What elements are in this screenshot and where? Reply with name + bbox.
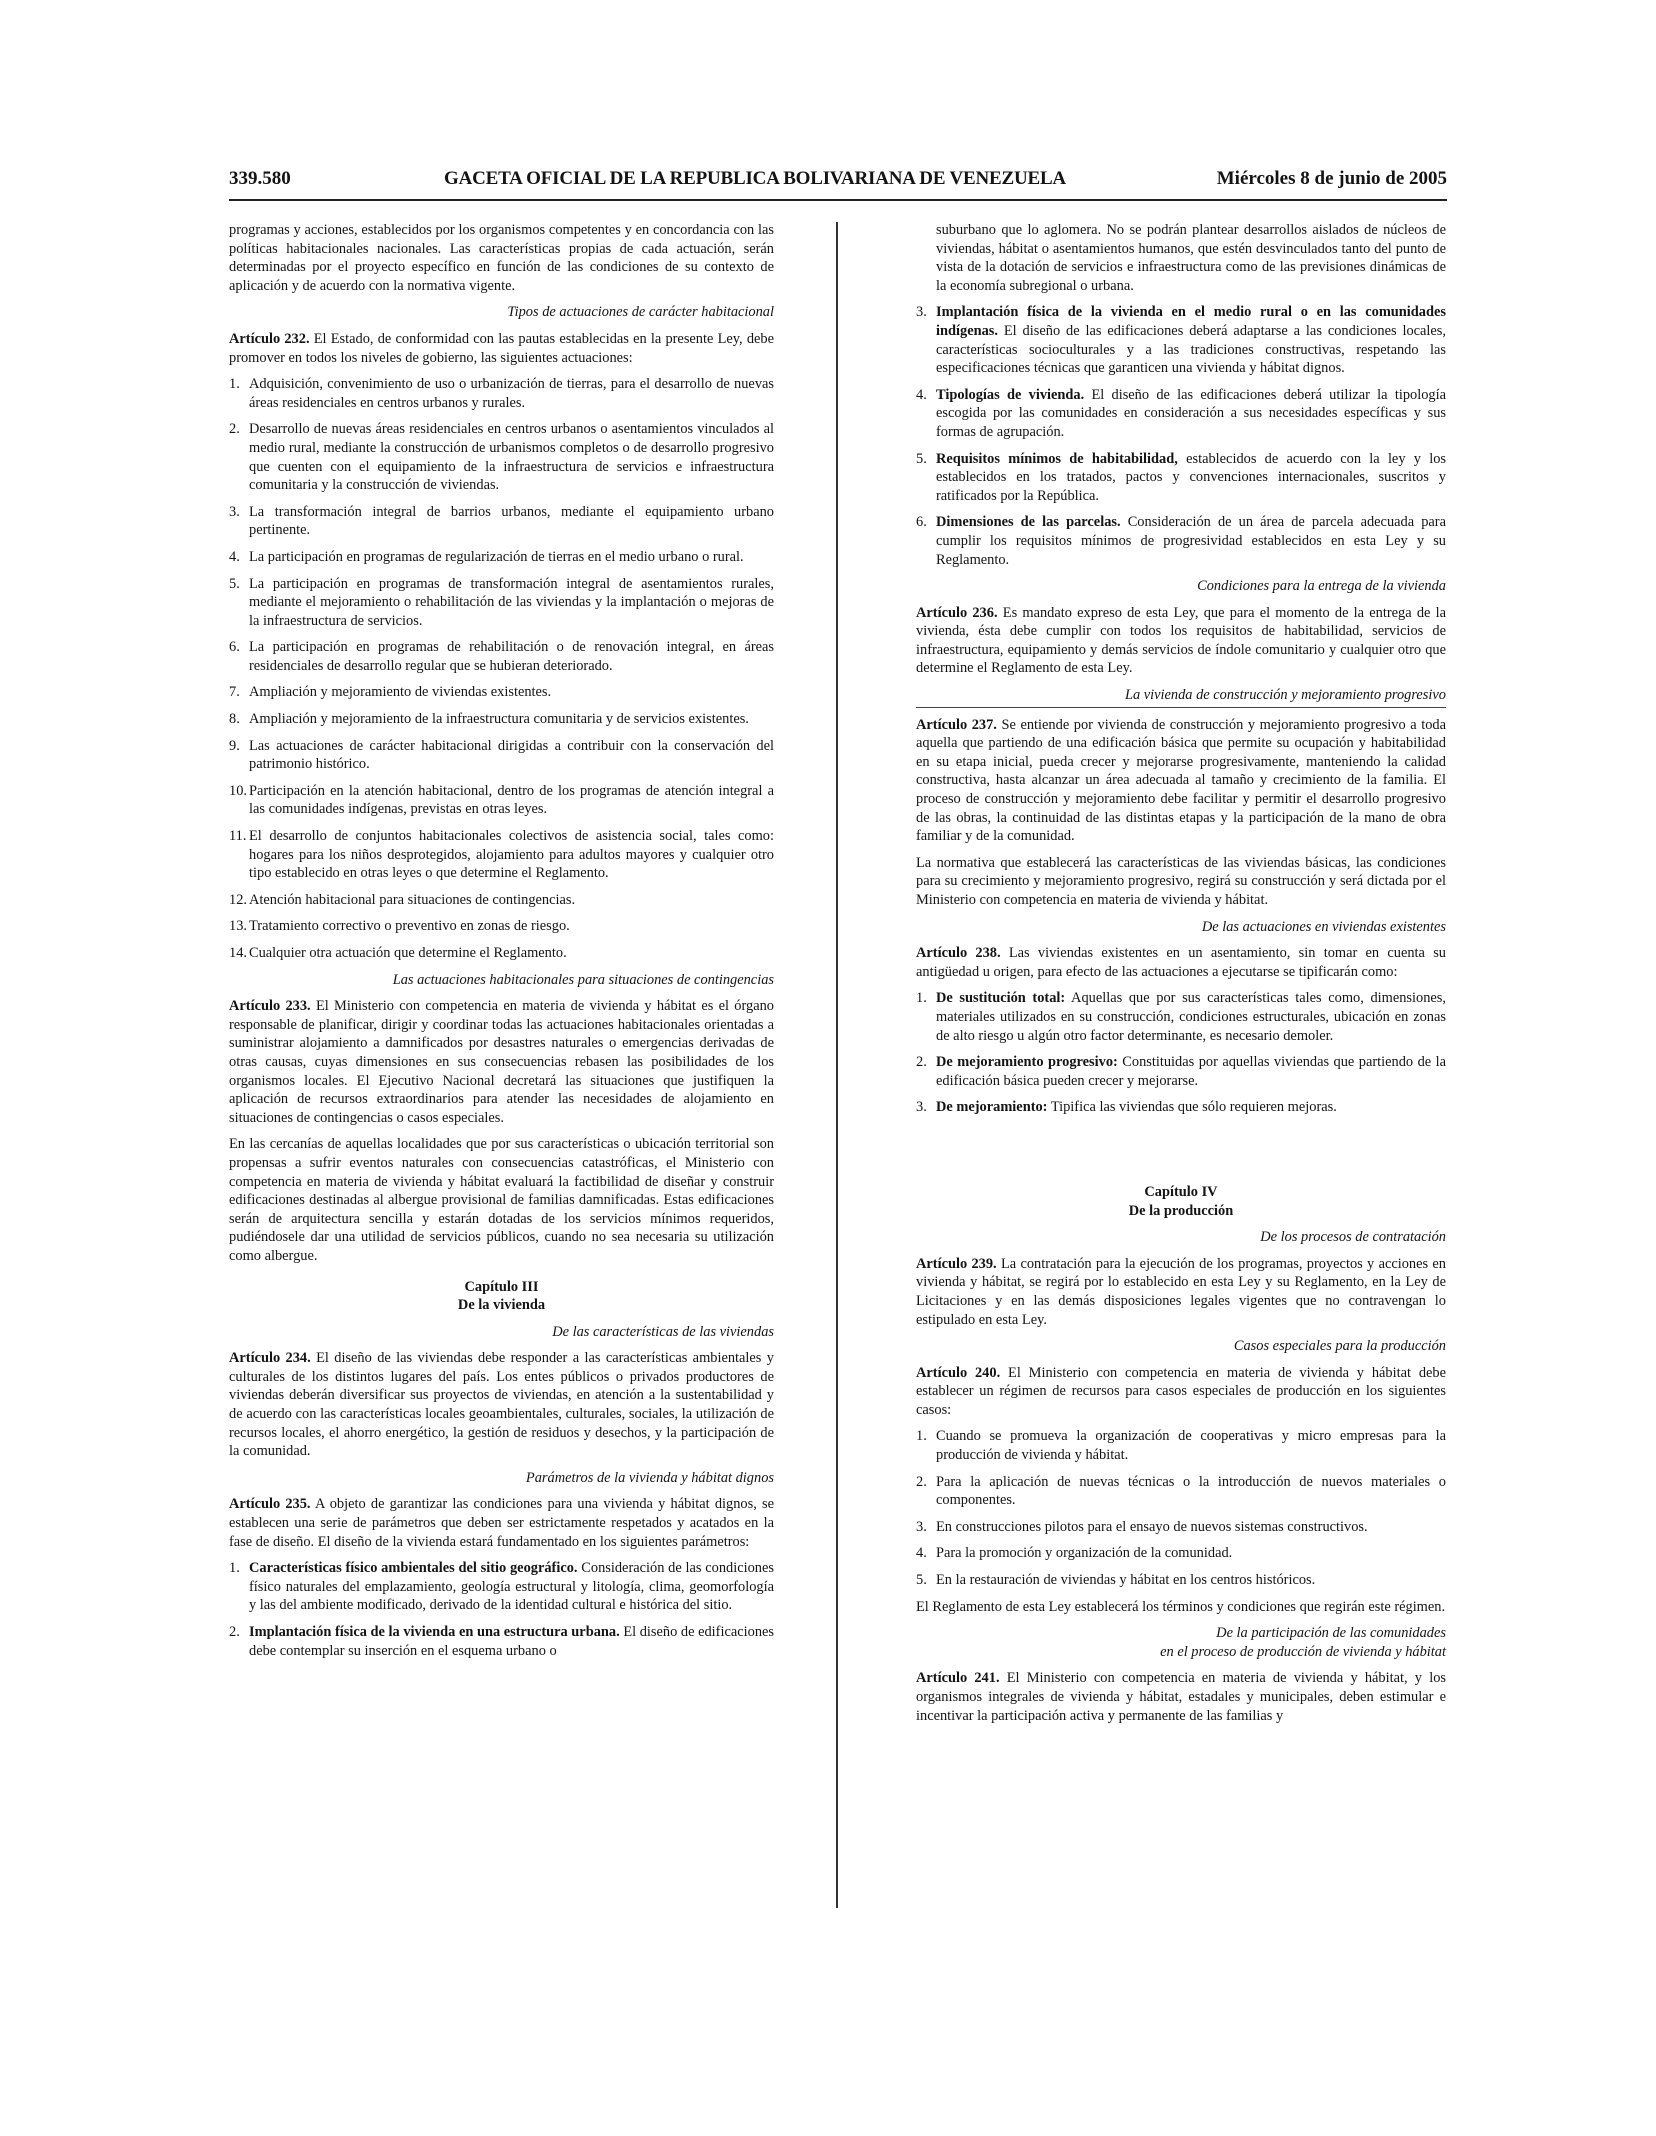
item-title: Tipologías de vivienda. (936, 386, 1085, 403)
article-text: El diseño de las viviendas debe responder a las características ambientales y culturales de los distintos lugares del país. Los entes públicos o privados productores de viviendas deberán diversificar sus proyectos de viviendas, en atención a la sustentabilidad y de acuerdo con las características locales geoambientales, culturales, sociales, la utilización de recursos locales, el ahorro energético, la gestión de residuos y desechos, y la participación de la comunidad. (229, 1350, 774, 1460)
section-heading: Condiciones para la entrega de la vivienda (1197, 578, 1446, 595)
list-item (916, 1571, 1446, 1590)
item-number: 13. (229, 918, 247, 935)
article-text: Las viviendas existentes en un asentamiento, sin tomar en cuenta su antigüedad u origen, para efecto de las actuaciones a ejecutarse se tipificarán como: (916, 945, 1446, 980)
article-238-list (916, 989, 1446, 1117)
item-text: La transformación integral de barrios urbanos, mediante el equipamiento urbano pertinente. (249, 503, 774, 539)
article-text: El Ministerio con competencia en materia de vivienda y hábitat es el órgano responsable de planificar, dirigir y coordinar todas las actuaciones habitacionales orientadas a suministrar alojamiento a damnificados por desastres naturales o emergencias derivadas de otras causas, cuyas dimensiones en sus consecuencias rebasen las posibilidades de los organismos locales. El Ejecutivo Nacional decretará las situaciones que justifiquen la aplicación de recursos extraordinarios para atender las necesidades de alojamiento en situaciones de contingencias o casos especiales. (229, 998, 774, 1126)
item-text: El desarrollo de conjuntos habitacionales colectivos de asistencia social, tales como: hogares para los niños desprotegidos, alojamiento para adultos mayores y cualquier otro tipo establecido en otras leyes o que determine el Reglamento. (249, 828, 774, 882)
item-text: Tratamiento correctivo o preventivo en zonas de riesgo. (249, 918, 570, 935)
article-240-list (916, 1427, 1446, 1589)
article-233-paragraph-2: En las cercanías de aquellas localidades que por sus características o ubicación territorial son propensas a sufrir eventos naturales con consecuencias catastróficas, el Ministerio con competencia en materia de vivienda y hábitat evaluará la factibilidad de diseñar y construir edificaciones destinadas al albergue provisional de familias damnificadas. Estas edificaciones serán de arquitectura sencilla y estarán dotadas de los servicios mínimos requeridos, pudiéndosele dar una utilidad de servicios públicos, cuando no sea necesaria su utilización como albergue. (229, 1136, 774, 1264)
article-235-list (229, 1559, 774, 1660)
section-heading: Parámetros de la vivienda y hábitat dignos (525, 1469, 774, 1486)
article-239 (916, 1255, 1446, 1329)
item-text: Constituidas por aquellas viviendas que partiendo de la edificación básica pueden crecer y mejorarse. (936, 1054, 1446, 1089)
list-item (916, 1518, 1446, 1537)
list-item (916, 513, 1446, 569)
intro-paragraph: programas y acciones, establecidos por los organismos competentes y en concordancia con las políticas habitacionales nacionales. Las características propias de cada actuación, serán determinadas por el proyecto específico en función de las condiciones de su contexto de aplicación y de acuerdo con la normativa vigente. (229, 222, 774, 294)
item-text: En la restauración de viviendas y hábitat en los centros históricos. (936, 1572, 1316, 1589)
item-text: El diseño de edificaciones debe contemplar su inserción en el esquema urbano o (249, 1624, 774, 1659)
list-item (229, 827, 774, 883)
list-item (229, 638, 774, 675)
chapter-title: Capítulo IV (1144, 1183, 1218, 1200)
list-item (229, 420, 774, 494)
item-title: Características físico ambientales del sitio geográfico. (249, 1560, 578, 1577)
article-232 (229, 330, 774, 367)
list-item (916, 989, 1446, 1045)
section-heading: Casos especiales para la producción (1233, 1338, 1446, 1355)
item-text: En construcciones pilotos para el ensayo de nuevos sistemas constructivos. (936, 1518, 1368, 1535)
item-number: 1. (229, 376, 240, 393)
article-text: El Ministerio con competencia en materia de vivienda y hábitat, y los organismos integrales de vivienda y hábitat, estadales y municipales, deben estimular e incentivar la participación activa y permanente de las familias y (916, 1670, 1446, 1724)
list-item (916, 1473, 1446, 1510)
item-text: La participación en programas de regularización de tierras en el medio urbano o rural. (249, 548, 744, 565)
page-number: 339.580 (229, 168, 291, 189)
item-text: Consideración de un área de parcela adecuada para cumplir los requisitos mínimos de progresividad establecidos en esta Ley y su Reglamento. (936, 514, 1446, 568)
section-heading: Las actuaciones habitacionales para situaciones de contingencias (392, 971, 774, 988)
column-divider (836, 222, 838, 1908)
item-title: Implantación física de la vivienda en una estructura urbana. (249, 1624, 620, 1640)
item-number: 6. (229, 639, 240, 656)
article-text: La contratación para la ejecución de los programas, proyectos y acciones en vivienda y hábitat, se regirá por lo establecido en esta Ley y su Reglamento, en la Ley de Licitaciones y en las demás disposiciones legales vigentes que no contravengan lo estipulado en esta Ley. (916, 1255, 1446, 1328)
article-232-list (229, 375, 774, 962)
list-item (229, 548, 774, 567)
item-number: 2. (229, 1624, 240, 1640)
article-text: A objeto de garantizar las condiciones para una vivienda y hábitat dignos, se establecen una serie de parámetros que deben ser estrictamente respetados y acatados en la fase de diseño. El diseño de la vivienda estará fundamentado en los siguientes parámetros: (229, 1496, 774, 1550)
article-235-list-continued (916, 303, 1446, 569)
chapter-title: Capítulo III (464, 1278, 539, 1295)
article-text: Es mandato expreso de esta Ley, que para el momento de la entrega de la vivienda, ésta debe cumplir con todos los requisitos de habitabilidad, servicios de infraestructura, equipamiento y demás servicios de índole comunitario y cualquier otro que determine el Reglamento de esta Ley. (916, 604, 1446, 677)
item-number: 2. (916, 1473, 927, 1490)
article-235 (229, 1495, 774, 1551)
list-item (916, 1544, 1446, 1563)
item-text: La participación en programas de rehabilitación o de renovación integral, en áreas residenciales de desarrollo regular que se hubieran deteriorado. (249, 639, 774, 674)
list-item (229, 782, 774, 819)
list-item (916, 1427, 1446, 1464)
section-heading: La vivienda de construcción y mejoramiento progresivo (916, 686, 1446, 708)
item-text: Ampliación y mejoramiento de la infraestructura comunitaria y de servicios existentes. (249, 711, 749, 728)
item-number: 2. (916, 1054, 927, 1071)
chapter-subtitle: De la producción (1128, 1202, 1234, 1219)
item-number: 10. (229, 782, 247, 799)
item-text: Aquellas que por sus características tales como, dimensiones, materiales utilizados en su construcción, condiciones estructurales, ubicación en zonas de alto riesgo u algún otro factor determinante, es necesario demoler. (936, 990, 1446, 1044)
item-text: La participación en programas de transformación integral de asentamientos rurales, mediante el mejoramiento o rehabilitación de las viviendas y la implantación o mejoras de la infraestructura de servicios. (249, 575, 774, 629)
list-item (229, 683, 774, 702)
item-number: 1. (229, 1560, 240, 1577)
item-text: Cuando se promueva la organización de cooperativas y micro empresas para la producción de vivienda y hábitat. (936, 1428, 1446, 1464)
article-240 (916, 1364, 1446, 1420)
article-text: Se entiende por vivienda de construcción y mejoramiento progresivo a toda aquella que partiendo de una edificación básica que permite su ocupación y habitabilidad en su etapa inicial, pueda crecer y mejorarse progresivamente, manteniendo la calidad constructiva, hasta alcanzar un área adecuada al tamaño y crecimiento de la familia. El proceso de construcción y mejoramiento debe facilitar y permitir el desarrollo progresivo de las obras, la continuidad de las distintas etapas y la participación de la mano de obra familiar y de la comunidad. (916, 716, 1446, 845)
issue-date: Miércoles 8 de junio de 2005 (1216, 168, 1447, 189)
article-label: Artículo 241. (916, 1670, 1000, 1687)
item-title: Dimensiones de las parcelas. (936, 514, 1121, 531)
item-text: Para la promoción y organización de la comunidad. (936, 1545, 1233, 1562)
section-heading: De la participación de las comunidades (1216, 1625, 1446, 1642)
item-number: 7. (229, 684, 240, 701)
item-number: 3. (916, 1099, 927, 1116)
article-label: Artículo 232. (229, 330, 310, 347)
list-item (229, 1623, 774, 1660)
item-text: Cualquier otra actuación que determine el Reglamento. (249, 945, 567, 961)
article-233 (229, 997, 774, 1127)
list-item (229, 575, 774, 631)
list-item (916, 450, 1446, 506)
list-item (916, 386, 1446, 442)
item-number: 3. (916, 1518, 927, 1535)
section-heading: De los procesos de contratación (1260, 1229, 1446, 1246)
section-heading-line-2: en el proceso de producción de vivienda y hábitat (1160, 1643, 1446, 1660)
article-241 (916, 1669, 1446, 1725)
item-number: 4. (229, 548, 240, 565)
article-label: Artículo 238. (916, 945, 1001, 962)
item-number: 5. (916, 450, 927, 467)
list-item (229, 891, 774, 910)
item-text: El diseño de las edificaciones deberá utilizar la tipología escogida por las comunidades en consideración a sus necesidades específicas y sus formas de agrupación. (936, 386, 1446, 440)
list-item (916, 1098, 1446, 1117)
item-title: De sustitución total: (936, 990, 1066, 1007)
item-number: 12. (229, 891, 247, 908)
item-number: 4. (916, 386, 927, 403)
item-number: 3. (229, 503, 240, 520)
article-240-paragraph-2: El Reglamento de esta Ley establecerá los términos y condiciones que regirán este régimen. (916, 1598, 1446, 1615)
list-item (229, 503, 774, 540)
continued-paragraph: suburbano que lo aglomera. No se podrán plantear desarrollos aislados de núcleos de viviendas, hábitat o asentamientos humanos, que estén desvinculados tanto del punto de vista de la dotación de servicios e infraestructura como de las previsiones dinámicas de la economía subregional o urbana. (936, 222, 1446, 294)
item-title: Implantación física de la vivienda en el medio rural o en las comunidades indígenas. (936, 304, 1446, 339)
article-label: Artículo 239. (916, 1255, 997, 1272)
page-header (229, 168, 1447, 196)
header-rule (229, 199, 1447, 201)
item-text: Atención habitacional para situaciones de contingencias. (249, 891, 576, 908)
list-item (229, 917, 774, 936)
list-item (229, 375, 774, 412)
item-text: Para la aplicación de nuevas técnicas o la introducción de nuevos materiales o componentes. (936, 1473, 1446, 1509)
right-column (916, 221, 1446, 1733)
article-234 (229, 1349, 774, 1461)
item-title: Requisitos mínimos de habitabilidad, (936, 450, 1178, 467)
list-item (916, 303, 1446, 377)
article-label: Artículo 235. (229, 1496, 311, 1513)
item-text: El diseño de las edificaciones deberá adaptarse a las condiciones locales, características socioculturales y a las tradiciones constructivas, respetando las especificaciones técnicas que garanticen una vivienda y hábitat dignos. (936, 322, 1446, 377)
list-item (229, 944, 774, 963)
item-text: Desarrollo de nuevas áreas residenciales en centros urbanos o asentamientos vinculados al medio rural, mediante la construcción de urbanismos completos o de desarrollo progresivo que cuenten con el equipamiento de la infraestructura de servicios e infraestructura comunitaria y la construcción de viviendas. (249, 421, 774, 494)
section-heading: Tipos de actuaciones de carácter habitacional (507, 304, 774, 321)
article-label: Artículo 240. (916, 1364, 1001, 1381)
item-number: 1. (916, 990, 927, 1007)
article-label: Artículo 234. (229, 1350, 311, 1367)
list-item (229, 737, 774, 774)
article-236 (916, 604, 1446, 678)
left-column (229, 221, 774, 1668)
section-heading: De las características de las viviendas (552, 1323, 774, 1340)
section-heading: De las actuaciones en viviendas existentes (1201, 918, 1446, 935)
item-text: establecidos de acuerdo con la ley y los establecidos en los tratados, pactos y convenciones internacionales, suscritos y ratificados por la República. (936, 450, 1446, 504)
article-label: Artículo 236. (916, 604, 998, 621)
item-number: 8. (229, 711, 240, 728)
item-number: 2. (229, 421, 240, 438)
article-237-paragraph-2: La normativa que establecerá las características de las viviendas básicas, las condiciones para su crecimiento y mejoramiento progresivo, regirá su construcción y será dictada por el Ministerio con competencia en materia de vivienda y hábitat. (916, 854, 1446, 908)
article-label: Artículo 237. (916, 716, 997, 733)
chapter-subtitle: De la vivienda (457, 1297, 546, 1314)
item-number: 9. (229, 737, 240, 754)
article-label: Artículo 233. (229, 998, 311, 1015)
item-text: Participación en la atención habitacional, dentro de los programas de atención integral a las comunidades indígenas, previstas en otras leyes. (249, 782, 774, 818)
item-number: 5. (229, 575, 240, 592)
item-text: Adquisición, convenimiento de uso o urbanización de tierras, para el desarrollo de nuevas áreas residenciales en centros urbanos y rurales. (249, 376, 774, 411)
gazette-title: GACETA OFICIAL DE LA REPUBLICA BOLIVARIANA DE VENEZUELA (444, 168, 1066, 189)
item-number: 1. (916, 1428, 927, 1445)
list-item (916, 1053, 1446, 1090)
item-text: Tipifica las viviendas que sólo requieren mejoras. (1047, 1099, 1337, 1116)
article-text: El Ministerio con competencia en materia de vivienda y hábitat debe establecer un régimen de recursos para casos especiales de producción en los siguientes casos: (916, 1364, 1446, 1418)
article-238 (916, 944, 1446, 981)
article-237 (916, 716, 1446, 846)
item-text: Las actuaciones de carácter habitacional dirigidas a contribuir con la conservación del patrimonio histórico. (249, 737, 774, 773)
item-number: 14. (229, 945, 247, 961)
item-text: Ampliación y mejoramiento de viviendas existentes. (249, 684, 552, 701)
list-item (229, 710, 774, 729)
item-title: De mejoramiento: (936, 1099, 1048, 1116)
item-number: 6. (916, 514, 927, 531)
item-number: 11. (229, 828, 247, 845)
list-item (229, 1559, 774, 1615)
item-number: 5. (916, 1572, 927, 1589)
item-title: De mejoramiento progresivo: (936, 1054, 1118, 1071)
item-number: 4. (916, 1545, 927, 1562)
item-number: 3. (916, 304, 927, 321)
item-text: Consideración de las condiciones físico naturales del emplazamiento, geología estructural y litología, clima, geomorfología y las del ambiente modificado, derivado de la identidad cultural e histórica del sitio. (249, 1560, 774, 1614)
article-text: El Estado, de conformidad con las pautas establecidas en la presente Ley, debe promover en todos los niveles de gobierno, las siguientes actuaciones: (229, 330, 774, 366)
